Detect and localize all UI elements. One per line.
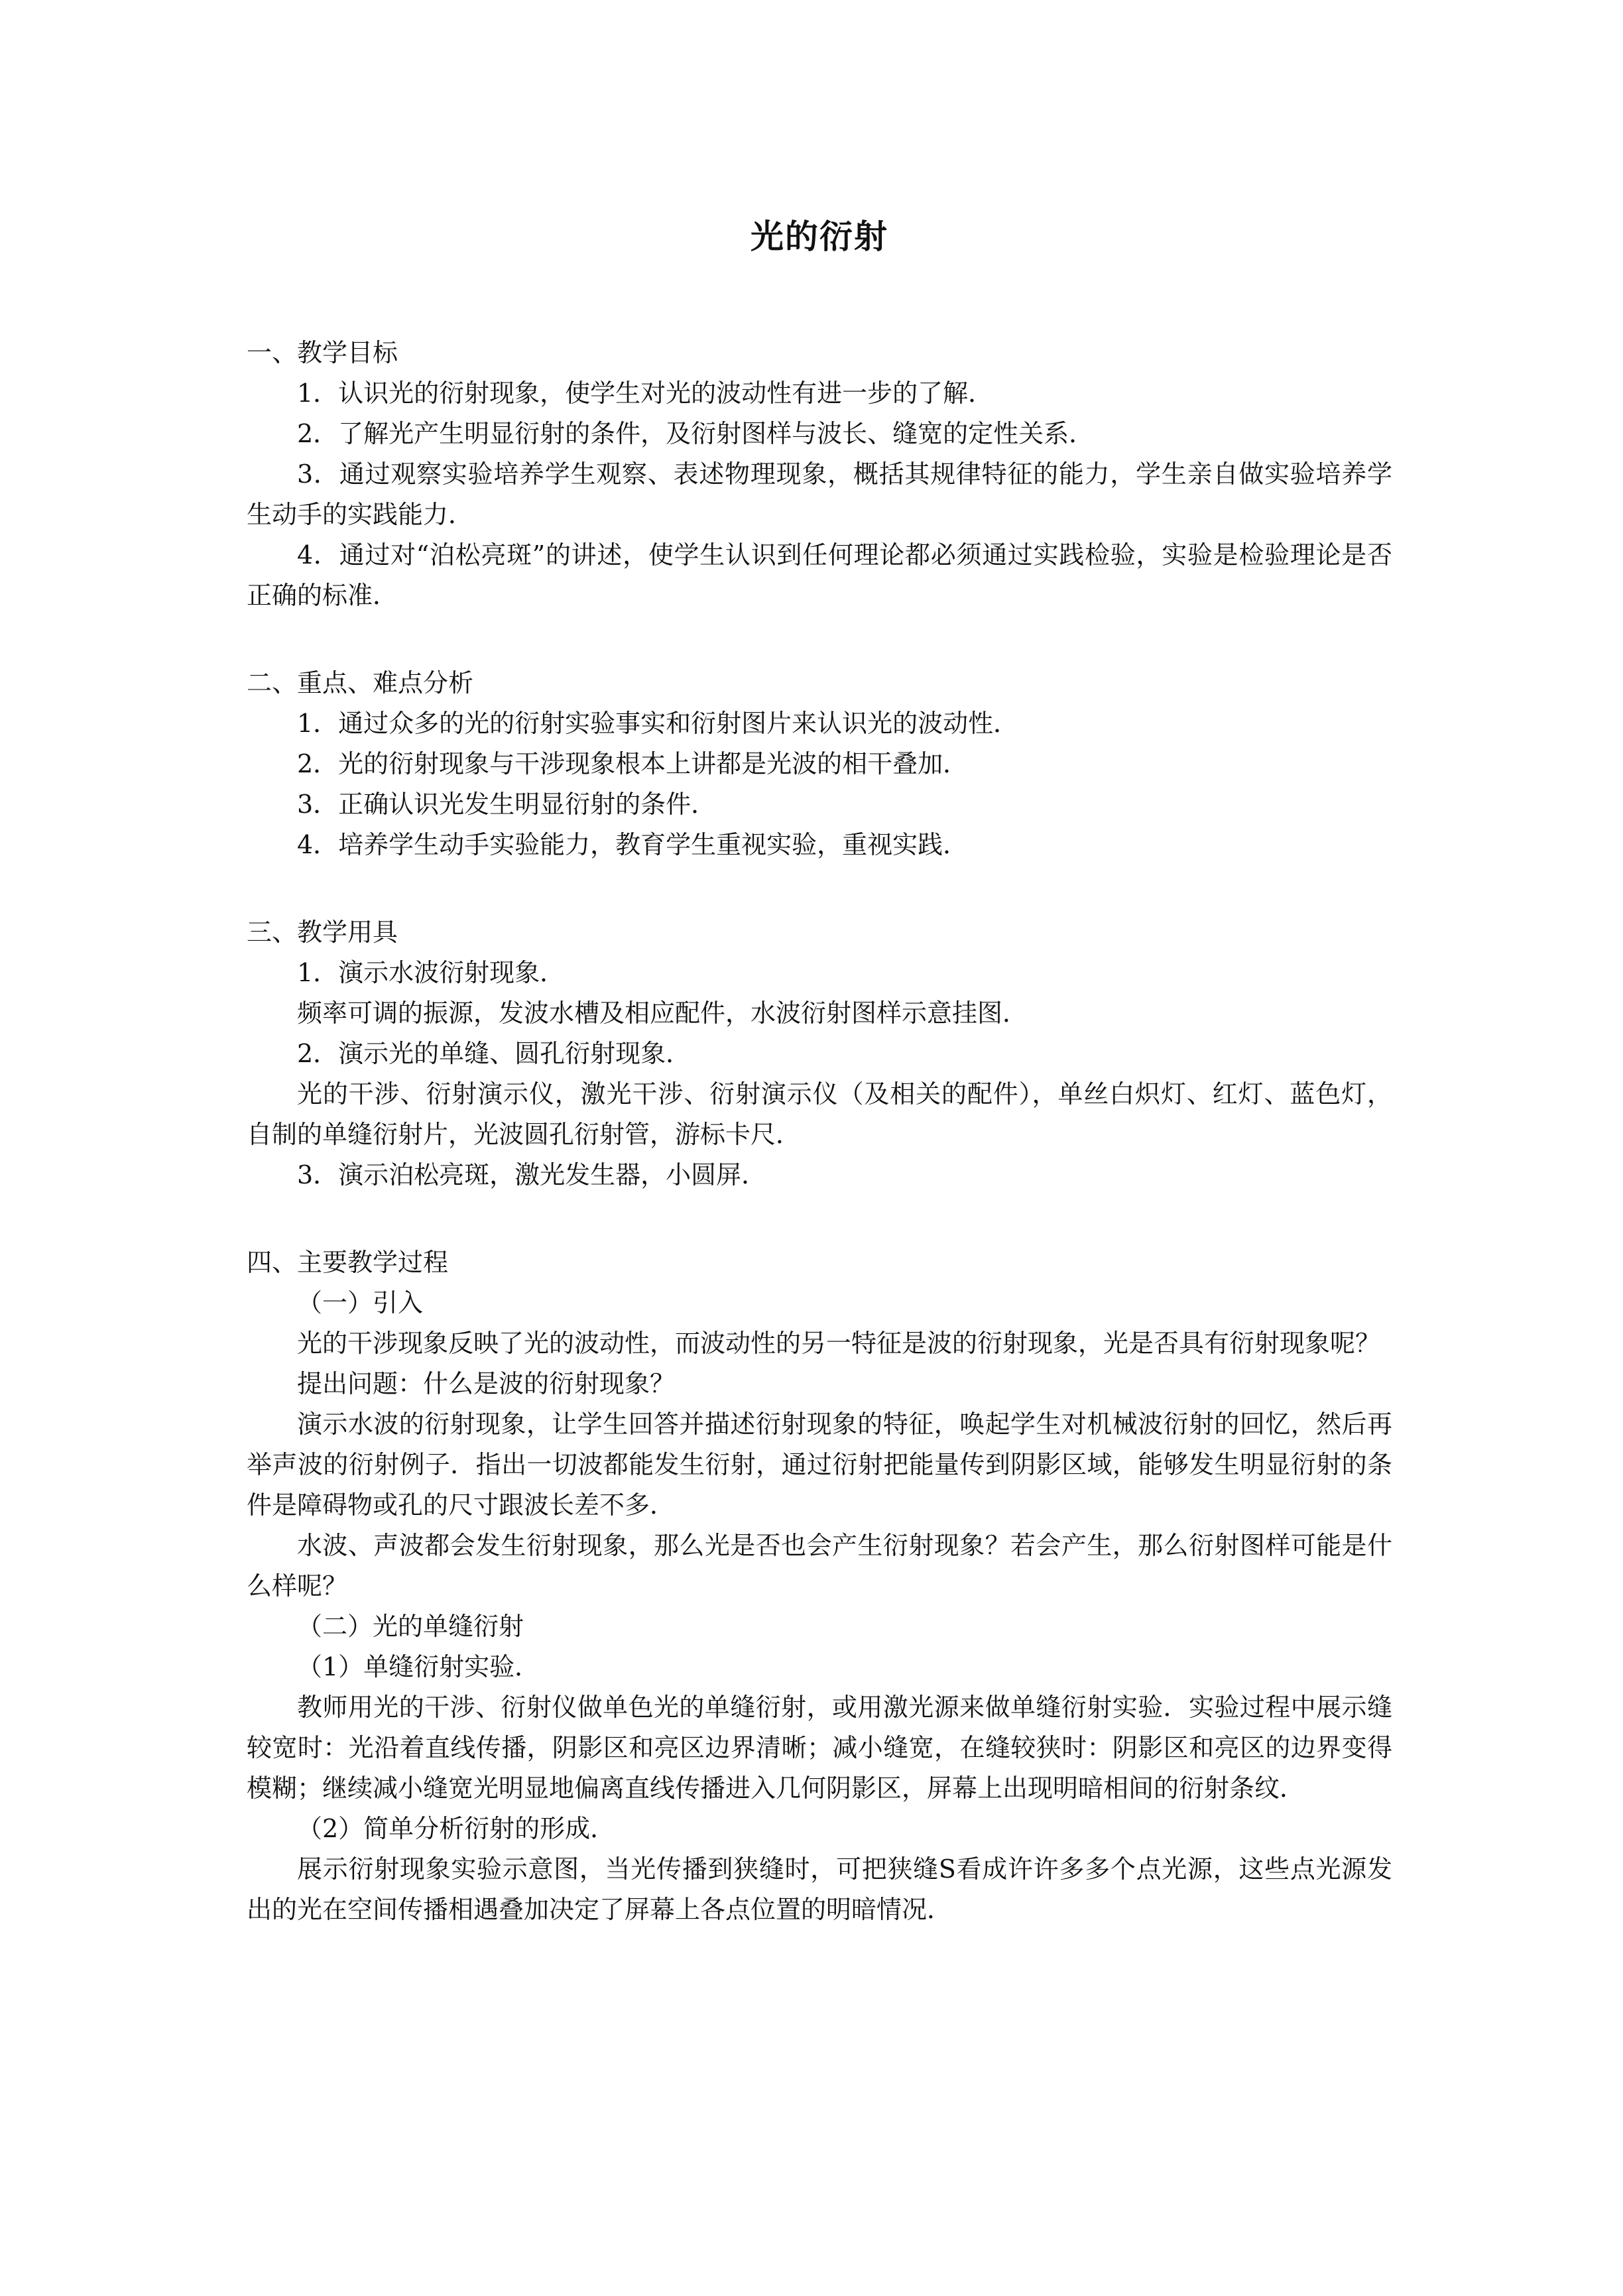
section-heading: 四、主要教学过程 [247,1248,449,1277]
document-title: 光的衍射 [751,217,888,256]
paragraph: 2．演示光的单缝、圆孔衍射现象． [297,1039,691,1068]
paragraph: 展示衍射现象实验示意图，当光传播到狭缝时，可把狭缝S看成许许多多个点光源，这些点光源发出的光在空间传播相遇叠加决定了屏幕上各点位置的明暗情况． [247,1854,1392,1924]
paragraph: 光的干涉、衍射演示仪，激光干涉、衍射演示仪（及相关的配件），单丝白炽灯、红灯、蓝色灯，自制的单缝衍射片，光波圆孔衍射管，游标卡尺． [247,1079,1392,1149]
subsection-heading: （2）简单分析衍射的形成． [297,1814,616,1843]
paragraph: 提出问题：什么是波的衍射现象？ [297,1369,676,1398]
section-heading: 二、重点、难点分析 [247,668,474,697]
paragraph: 2．了解光产生明显衍射的条件，及衍射图样与波长、缝宽的定性关系． [297,419,1095,448]
document-page [247,212,1392,1930]
section-teaching-objectives [247,333,1392,616]
subsection-heading: （二）光的单缝衍射 [297,1612,524,1641]
paragraph: 3．正确认识光发生明显衍射的条件． [297,790,717,819]
paragraph: 1．认识光的衍射现象，使学生对光的波动性有进一步的了解． [297,379,994,408]
section-teaching-process [247,1242,1392,1930]
paragraph: 频率可调的振源，发波水槽及相应配件，水波衍射图样示意挂图． [297,998,1028,1028]
paragraph: 光的干涉现象反映了光的波动性，而波动性的另一特征是波的衍射现象，光是否具有衍射现象呢？ [297,1329,1381,1358]
paragraph: 2．光的衍射现象与干涉现象根本上讲都是光波的相干叠加． [297,749,969,778]
subsection-heading: （一）引入 [297,1288,424,1317]
paragraph: 4．通过对“泊松亮斑”的讲述，使学生认识到任何理论都必须通过实践检验，实验是检验理论是否正确的标准． [247,540,1392,610]
paragraph: 水波、声波都会发生衍射现象，那么光是否也会产生衍射现象？若会产生，那么衍射图样可能是什么样呢？ [247,1531,1392,1601]
paragraph: 4．培养学生动手实验能力，教育学生重视实验，重视实践． [297,830,969,859]
section-key-points [247,663,1392,865]
subsection-heading: （1）单缝衍射实验． [297,1652,540,1681]
paragraph: 1．演示水波衍射现象． [297,958,566,987]
paragraph: 教师用光的干涉、衍射仪做单色光的单缝衍射，或用激光源来做单缝衍射实验．实验过程中展示缝较宽时：光沿着直线传播，阴影区和亮区边界清晰；减小缝宽，在缝较狭时：阴影区和亮区的边界变得模糊；继续减小缝宽光明显地偏离直线传播进入几何阴影区，屏幕上出现明暗相间的衍射条纹． [247,1693,1392,1803]
section-heading: 三、教学用具 [247,918,398,947]
section-heading: 一、教学目标 [247,338,398,367]
paragraph: 3．演示泊松亮斑，激光发生器，小圆屏． [297,1160,767,1189]
paragraph: 3．通过观察实验培养学生观察、表述物理现象，概括其规律特征的能力，学生亲自做实验培养学生动手的实践能力． [247,459,1392,529]
paragraph: 1．通过众多的光的衍射实验事实和衍射图片来认识光的波动性． [297,709,1019,738]
section-teaching-tools [247,912,1392,1195]
paragraph: 演示水波的衍射现象，让学生回答并描述衍射现象的特征，唤起学生对机械波衍射的回忆，然后再举声波的衍射例子．指出一切波都能发生衍射，通过衍射把能量传到阴影区域，能够发生明显衍射的条件是障碍物或孔的尺寸跟波长差不多． [247,1410,1392,1520]
